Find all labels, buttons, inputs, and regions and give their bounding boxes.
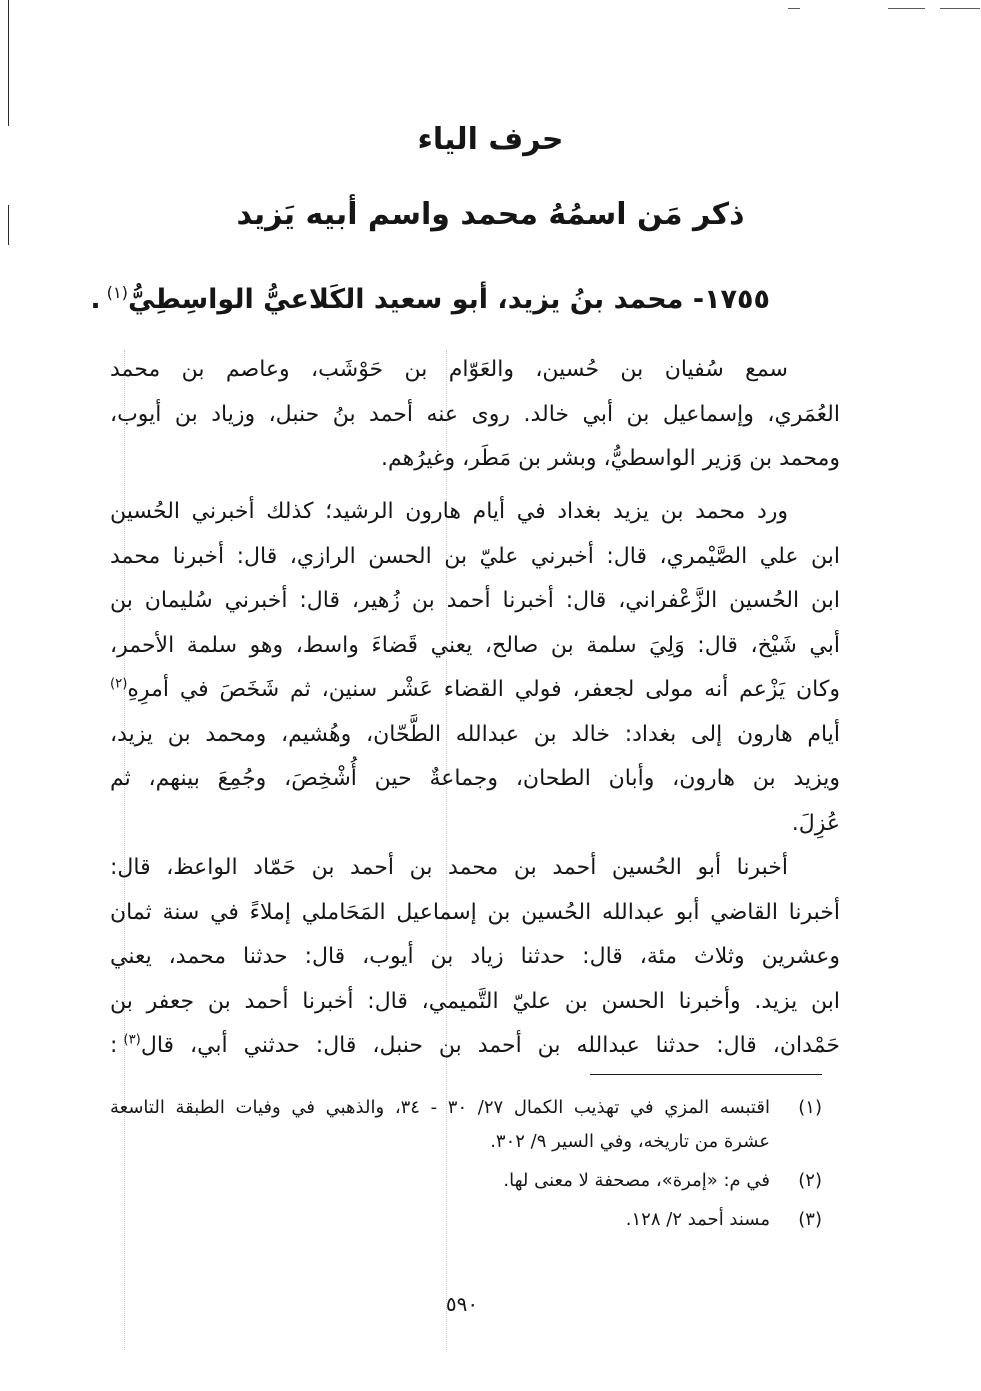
footnote-reference: (١) <box>106 283 128 302</box>
footnote-line: اقتبسه المزي في تهذيب الكمال ٢٧/ ٣٠ - ٣٤، والذهبي في وفيات الطبقة التاسعة <box>110 1097 770 1118</box>
paragraph-2 <box>110 490 840 846</box>
footnote-line: عشرة من تاريخه، وفي السير ٩/ ٣٠٢. <box>490 1131 770 1152</box>
line-punctuation: : <box>110 1033 118 1058</box>
scan-edge-line <box>940 8 980 9</box>
paragraph-1 <box>110 348 840 482</box>
footnote-reference: (٢) <box>110 676 128 692</box>
line-text: وكان يَزْعم أنه مولى لجعفر، فولي القضاء عَشْر سنين، ثم شَخَصَ في أمرِهِ <box>127 677 840 702</box>
footnote-reference: (٣) <box>123 1032 141 1048</box>
footnote-line: في م: «إمرة»، مصحفة لا معنى لها. <box>503 1170 770 1191</box>
line-text: ويزيد بن هارون، وأبان الطحان، وجماعةٌ حين أُشْخِصَ، وجُمِعَ بينهم، ثم <box>110 766 840 791</box>
paragraph-line <box>110 348 840 393</box>
line-text: ومحمد بن وَزير الواسطيُّ، وبشر بن مَطَر، وغيرُهم. <box>380 446 840 471</box>
paragraph-line <box>110 935 840 980</box>
paragraph-line <box>110 757 840 802</box>
paragraph-line <box>110 624 840 669</box>
scan-edge-line <box>888 8 925 9</box>
footnote-marker: (٣) <box>798 1209 822 1230</box>
line-text: عُزِلَ. <box>791 810 840 836</box>
section-title: ذكر مَن اسمُهُ محمد واسم أبيه يَزيد <box>236 197 745 232</box>
line-text: العُمَري، وإسماعيل بن أبي خالد. روى عنه أحمد بنُ حنبل، وزياد بن أيوب، <box>110 401 840 427</box>
line-text: ابن الحُسين الزَّعْفراني، قال: أخبرنا أحمد بن زُهير، قال: أخبرني سُليمان بن <box>110 588 840 613</box>
line-text: ابن علي الصَّيْمري، قال: أخبرني عليّ بن الحسن الرازي، قال: أخبرنا محمد <box>110 543 840 569</box>
paragraph-line <box>110 437 840 482</box>
line-text: ابن يزيد. وأخبرنا الحسن بن عليّ التَّميمي، قال: أخبرنا أحمد بن جعفر بن <box>110 988 840 1014</box>
paragraph-line <box>110 1024 840 1069</box>
footnote-1 <box>110 1091 822 1159</box>
line-text: أخبرنا أبو الحُسين أحمد بن محمد بن أحمد بن حَمّاد الواعظ، قال: <box>110 855 788 880</box>
line-text: وعشرين وثلاث مئة، قال: حدثنا زياد بن أيوب، قال: حدثنا محمد، يعني <box>110 944 840 969</box>
paragraph-line <box>110 490 840 535</box>
page-number: ٥٩٠ <box>445 1292 479 1316</box>
footnote-marker: (١) <box>798 1097 822 1118</box>
paragraph-line <box>110 393 840 438</box>
paragraph-line <box>110 980 840 1025</box>
footnote-body <box>110 1091 770 1159</box>
entry-heading-text: ١٧٥٥- محمد بنُ يزيد، أبو سعيد الكَلاعيُّ الواسِطِيُّ <box>128 284 770 315</box>
footnote-separator <box>590 1074 822 1075</box>
footnote-body <box>110 1164 770 1198</box>
line-text: سمع سُفيان بن حُسين، والعَوّام بن حَوْشَب، وعاصم بن محمد <box>110 357 788 382</box>
scan-edge-line <box>788 8 800 9</box>
scan-edge-line <box>8 0 9 126</box>
paragraph-line <box>110 802 840 847</box>
line-text: حَمْدان، قال: حدثنا عبدالله بن أحمد بن حنبل، قال: حدثني أبي، قال <box>140 1033 840 1058</box>
line-text: ورد محمد بن يزيد بغداد في أيام هارون الرشيد؛ كذلك أخبرني الحُسين <box>110 499 788 524</box>
paragraph-line <box>110 535 840 580</box>
line-text: أخبرنا القاضي أبو عبدالله الحُسين بن إسماعيل المَحَاملي إملاءً في سنة ثمان <box>110 899 840 925</box>
paragraph-line <box>110 846 840 891</box>
line-text: أبي شَيْخ، قال: وَلِيَ سلمة بن صالح، يعني قَضاءَ واسط، وهو سلمة الأحمر، <box>110 632 840 658</box>
line-text: أيام هارون إلى بغداد: خالد بن عبدالله الطَّحّان، وهُشيم، ومحمد بن يزيد، <box>110 721 840 747</box>
footnote-line: مسند أحمد ٢/ ١٢٨. <box>625 1209 770 1230</box>
footnote-2 <box>110 1164 822 1198</box>
footnote-3 <box>110 1203 822 1237</box>
chapter-title: حرف الياء <box>417 122 564 157</box>
footnote-marker: (٢) <box>798 1170 822 1191</box>
paragraph-line <box>110 713 840 758</box>
paragraph-line <box>110 579 840 624</box>
paragraph-line <box>110 668 840 713</box>
entry-heading <box>90 277 770 323</box>
footnote-body <box>110 1203 770 1237</box>
paragraph-3 <box>110 846 840 1069</box>
paragraph-line <box>110 891 840 936</box>
entry-heading-punctuation: . <box>90 284 101 315</box>
